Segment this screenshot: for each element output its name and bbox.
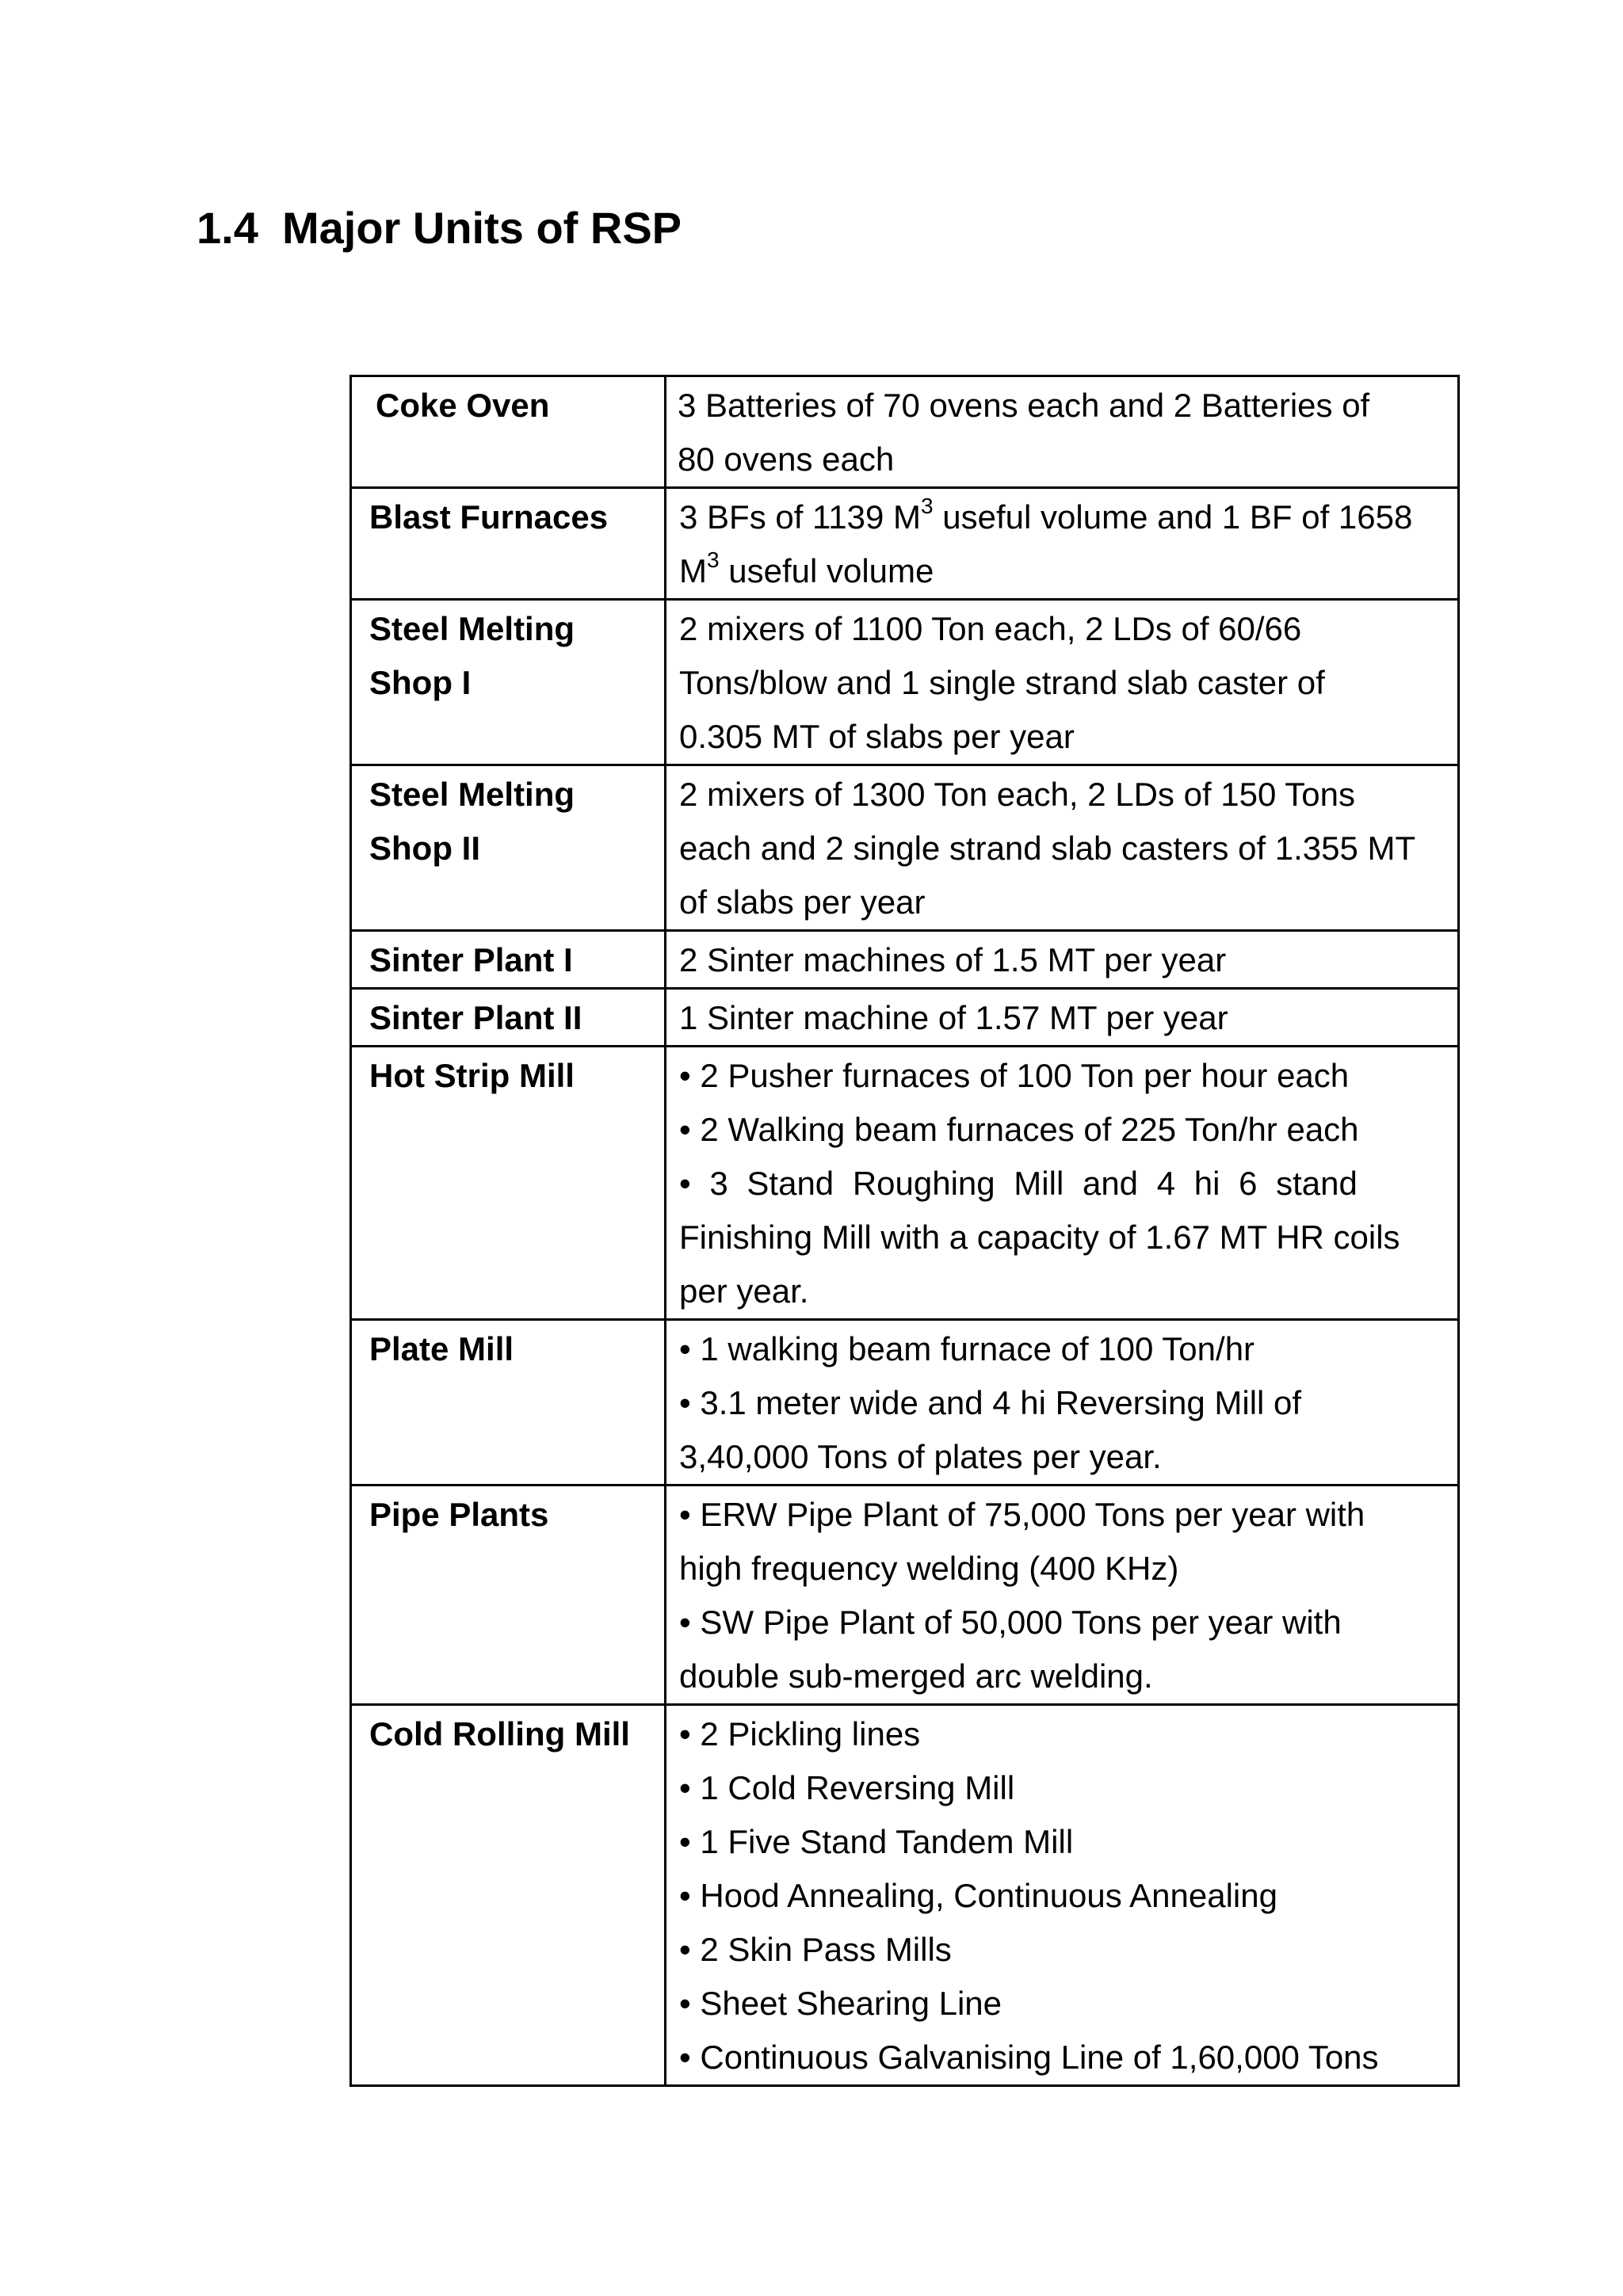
description-line: • 2 Pusher furnaces of 100 Ton per hour each xyxy=(679,1057,1350,1094)
table-row xyxy=(351,931,1459,989)
description-line: • Continuous Galvanising Line of 1,60,000 Tons xyxy=(679,2039,1379,2076)
unit-name: Pipe Plants xyxy=(369,1496,549,1533)
unit-name-cell xyxy=(351,376,666,488)
table-row xyxy=(351,600,1459,765)
table-row xyxy=(351,376,1459,488)
section-heading xyxy=(197,196,682,260)
unit-name-cell xyxy=(351,488,666,600)
unit-description-cell xyxy=(666,376,1459,488)
unit-name-cell xyxy=(351,1705,666,2086)
unit-name-cell xyxy=(351,1320,666,1486)
unit-description-cell xyxy=(666,1047,1459,1320)
unit-name: Cold Rolling Mill xyxy=(369,1715,630,1753)
section-number: 1.4 xyxy=(197,203,258,253)
description-line: • 2 Pickling lines xyxy=(679,1715,921,1753)
description-line: • 2 Skin Pass Mills xyxy=(679,1931,952,1968)
description-line: 2 Sinter machines of 1.5 MT per year xyxy=(679,941,1227,978)
unit-name: Coke Oven xyxy=(376,387,550,424)
table-row xyxy=(351,1705,1459,2086)
description-line: • Sheet Shearing Line xyxy=(679,1985,1002,2022)
unit-description-cell xyxy=(666,1320,1459,1486)
unit-name-cell xyxy=(351,989,666,1047)
description-line: • 3 Stand Roughing Mill and 4 hi 6 stand xyxy=(679,1165,1358,1202)
unit-name-cell xyxy=(351,1047,666,1320)
table-row xyxy=(351,1486,1459,1705)
unit-description-cell xyxy=(666,1486,1459,1705)
unit-name: Hot Strip Mill xyxy=(369,1057,575,1094)
description-line: • ERW Pipe Plant of 75,000 Tons per year with xyxy=(679,1496,1365,1533)
unit-description-cell xyxy=(666,765,1459,931)
unit-name: Blast Furnaces xyxy=(369,498,609,536)
unit-name-cell xyxy=(351,931,666,989)
description-line: per year. xyxy=(679,1272,809,1310)
unit-name: Plate Mill xyxy=(369,1330,514,1367)
unit-name-cell xyxy=(351,765,666,931)
unit-description-cell xyxy=(666,931,1459,989)
description-line: • SW Pipe Plant of 50,000 Tons per year with xyxy=(679,1604,1342,1641)
unit-description-cell xyxy=(666,1705,1459,2086)
unit-description-cell xyxy=(666,488,1459,600)
description-line: 2 mixers of 1300 Ton each, 2 LDs of 150 Tons xyxy=(679,776,1355,813)
superscript: 3 xyxy=(921,494,934,518)
description-line: 0.305 MT of slabs per year xyxy=(679,718,1075,755)
unit-name-cell xyxy=(351,600,666,765)
description-line: Finishing Mill with a capacity of 1.67 MT HR coils xyxy=(679,1219,1400,1256)
description-line: Tons/blow and 1 single strand slab caster of xyxy=(679,664,1325,701)
unit-name: Sinter Plant I xyxy=(369,941,573,978)
description-line: • 1 Five Stand Tandem Mill xyxy=(679,1823,1074,1860)
table-row xyxy=(351,765,1459,931)
description-line: 1 Sinter machine of 1.57 MT per year xyxy=(679,999,1228,1036)
description-line: $M^3$ useful volume xyxy=(679,547,934,589)
description-line: 3 BFs of 1139 $M^3$ useful volume and 1 BF of 1658 xyxy=(679,494,1413,536)
superscript: 3 xyxy=(707,547,720,572)
description-line: • Hood Annealing, Continuous Annealing xyxy=(679,1877,1277,1914)
description-line: 2 mixers of 1100 Ton each, 2 LDs of 60/66 xyxy=(679,610,1302,647)
description-line: high frequency welding (400 KHz) xyxy=(679,1550,1179,1587)
unit-description-cell xyxy=(666,989,1459,1047)
table-row xyxy=(351,1047,1459,1320)
major-units-table xyxy=(349,375,1460,2087)
table-row xyxy=(351,1320,1459,1486)
unit-name: Sinter Plant II xyxy=(369,999,582,1036)
unit-description-cell xyxy=(666,600,1459,765)
table-row xyxy=(351,488,1459,600)
description-line: • 2 Walking beam furnaces of 225 Ton/hr each xyxy=(679,1111,1359,1148)
description-line: 3,40,000 Tons of plates per year. xyxy=(679,1438,1162,1475)
unit-name: Steel Melting Shop I xyxy=(369,610,575,701)
description-line: • 3.1 meter wide and 4 hi Reversing Mill of xyxy=(679,1384,1302,1421)
unit-name: Steel Melting Shop II xyxy=(369,776,575,867)
description-line: of slabs per year xyxy=(679,883,926,921)
section-title: Major Units of RSP xyxy=(282,203,682,253)
description-line: 80 ovens each xyxy=(678,441,895,478)
description-line: • 1 Cold Reversing Mill xyxy=(679,1769,1015,1806)
table-row xyxy=(351,989,1459,1047)
description-line: 3 Batteries of 70 ovens each and 2 Batteries of xyxy=(678,387,1370,424)
description-line: each and 2 single strand slab casters of 1.355 MT xyxy=(679,830,1416,867)
description-line: double sub-merged arc welding. xyxy=(679,1657,1153,1695)
unit-name-cell xyxy=(351,1486,666,1705)
description-line: • 1 walking beam furnace of 100 Ton/hr xyxy=(679,1330,1255,1367)
